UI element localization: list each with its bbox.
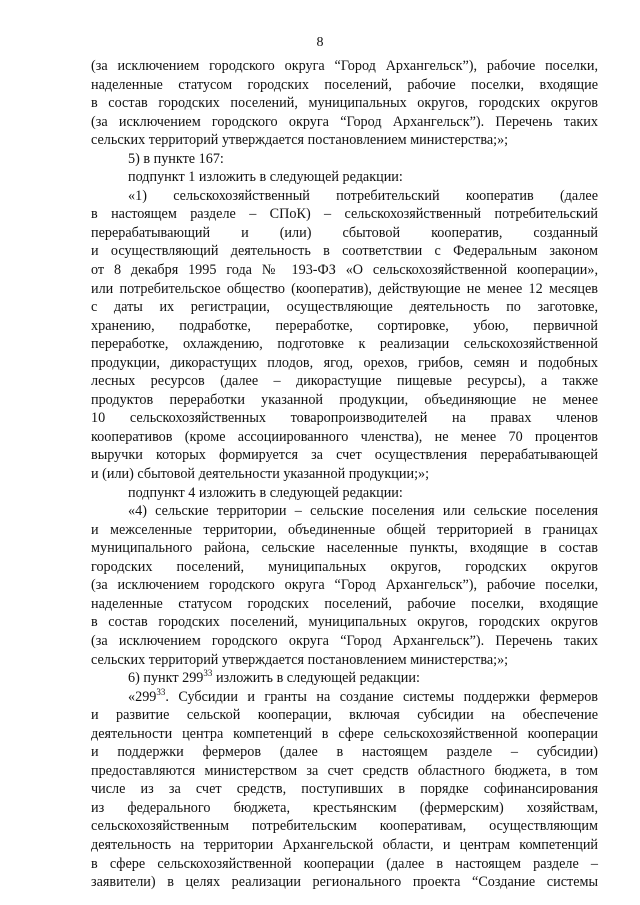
text-line: лесных ресурсов (далее – дикорастущие пищевые ресурсы), а также	[91, 373, 598, 390]
text-line: «$299^{33}$. Субсидии и гранты на создание системы поддержки фермеров	[128, 686, 598, 705]
text-line: городских поселений, муниципальных округов, городских округов	[91, 558, 598, 575]
text-line: и (или) сбытовой деятельности указанной продукции;»;	[91, 466, 430, 483]
text-line: числе из за счет средств, поступивших в порядке софинансирования	[91, 781, 598, 798]
text-line: перерабатывающий и (или) сбытовой кооператив, созданный	[91, 224, 598, 241]
text-line: переработке, охлаждению, подготовке к реализации сельскохозяйственной	[91, 336, 598, 353]
superscript: 33	[203, 668, 213, 679]
text-line: заявители) в целях реализации регионального проекта “Создание системы	[91, 874, 598, 891]
text-line: из федерального бюджета, крестьянским (фермерским) хозяйствам,	[91, 799, 598, 816]
text-line: предоставляются министерством за счет средств областного бюджета, в том	[91, 762, 598, 779]
text-line: в сфере сельскохозяйственной кооперации (далее в настоящем разделе –	[91, 855, 598, 872]
text-line: муниципального района, сельские населенные пункты, входящие в состав	[91, 540, 598, 557]
superscript: 33	[156, 686, 166, 697]
text-line: продуктов переработки указанной продукции, объединяющие не менее	[91, 391, 598, 408]
text-line: деятельности центра компетенций в сфере сельскохозяйственной кооперации	[91, 725, 598, 742]
text-line: 5) в пункте 167:	[128, 150, 224, 167]
text-line: в состав городских поселений, муниципальных округов, городских округов	[91, 614, 598, 631]
text-line: от 8 декабря 1995 года № 193-ФЗ «О сельскохозяйственной кооперации»,	[91, 262, 598, 279]
text-line: в состав городских поселений, муниципальных округов, городских округов	[91, 95, 598, 112]
text-line: продукции, дикорастущих плодов, ягод, орехов, грибов, семян и подобных	[91, 354, 598, 371]
text-line: наделенные статусом городских поселений, рабочие поселки, входящие	[91, 76, 598, 93]
text-line: «1) сельскохозяйственный потребительский кооператив (далее	[128, 187, 598, 204]
text-line: (за исключением городского округа “Город Архангельск”). Перечень таких	[91, 632, 598, 649]
text-line: или потребительское общество (кооператив), действующие не менее 12 месяцев	[91, 280, 598, 297]
text-line: (за исключением городского округа “Город Архангельск”), рабочие поселки,	[91, 58, 598, 74]
text-line: (за исключением городского округа “Город Архангельск”), рабочие поселки,	[91, 577, 598, 594]
text-line: 10 сельскохозяйственных товаропроизводителей на правах членов	[91, 410, 598, 427]
text-line: подпункт 4 изложить в следующей редакции:	[128, 484, 403, 501]
text-line: в настоящем разделе – СПоК) – сельскохозяйственный потребительский	[91, 206, 598, 223]
text-line: «4) сельские территории – сельские поселения или сельские поселения	[128, 503, 598, 520]
text-line: сельских территорий утверждается постановлением министерства;»;	[91, 651, 509, 668]
text-line: подпункт 1 изложить в следующей редакции:	[128, 169, 403, 186]
page-number: 8	[316, 35, 324, 50]
text-line: с даты их регистрации, осуществляющие деятельность по заготовке,	[91, 299, 598, 316]
text-line: выручки которых формируется за счет осуществления перерабатывающей	[91, 447, 598, 464]
text-line: наделенные статусом городских поселений, рабочие поселки, входящие	[91, 595, 598, 612]
text-line: кооперативов (кроме ассоциированного членства), не менее 70 процентов	[91, 428, 598, 445]
text-line: и поддержки фермеров (далее в настоящем разделе – субсидии)	[91, 744, 598, 761]
text-line: и осуществляющий деятельность в соответствии с Федеральным законом	[91, 243, 598, 260]
text-line: сельскохозяйственным потребительским кооперативам, осуществляющим	[91, 818, 598, 835]
text-line: 6) пункт $299^{33}$ изложить в следующей редакции:	[128, 668, 420, 687]
text-line: и межселенные территории, объединенные общей территорией в границах	[91, 521, 598, 538]
text-line: хранению, подработке, переработке, сортировке, убою, первичной	[91, 317, 598, 334]
text-line: деятельность на территории Архангельской области, и центрам компетенций	[91, 836, 598, 853]
document-body	[91, 57, 598, 892]
text-line: и развитие сельской кооперации, включая субсидии на обеспечение	[91, 707, 598, 724]
text-line: сельских территорий утверждается постановлением министерства;»;	[91, 132, 509, 149]
text-line: (за исключением городского округа “Город Архангельск”). Перечень таких	[91, 113, 598, 130]
